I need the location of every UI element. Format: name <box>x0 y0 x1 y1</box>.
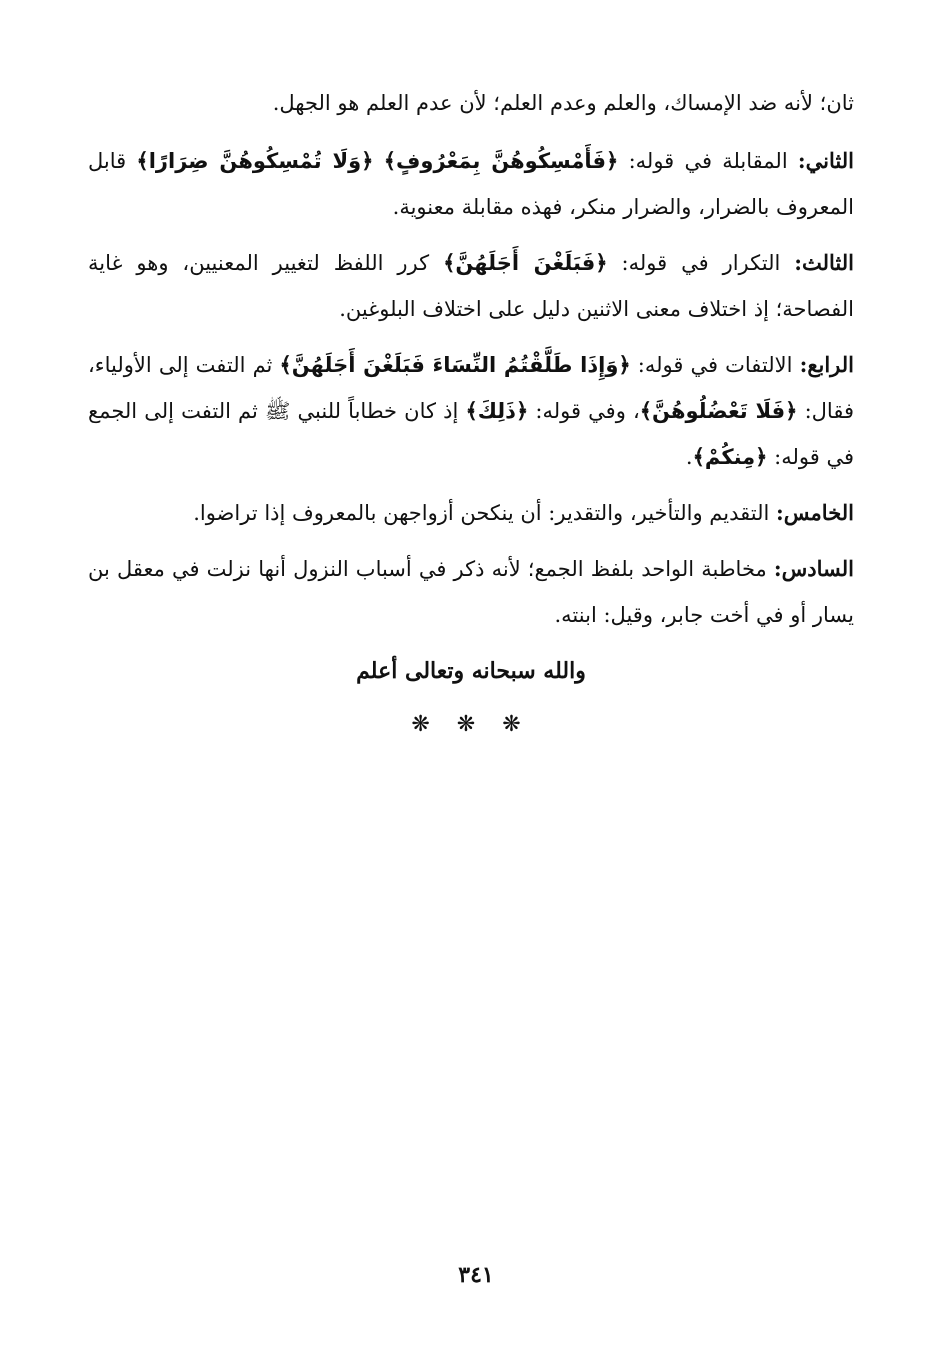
paragraph-text: ثم التفت إلى الأولياء، فقال: <box>88 353 854 423</box>
paragraph-heading: الرابع: <box>799 352 855 377</box>
paragraph-text: إذ كان خطاباً للنبي ﷺ ثم التفت إلى الجمع في قوله: <box>88 399 854 469</box>
quran-quote: ﴿فَبَلَغْنَ أَجَلَهُنَّ﴾ <box>443 251 608 275</box>
paragraph-heading: الخامس: <box>776 500 854 525</box>
paragraph-heading: الثاني: <box>797 148 854 173</box>
paragraph-heading: السادس: <box>773 556 854 581</box>
paragraph-sixth <box>88 546 854 638</box>
paragraph-heading: الثالث: <box>794 250 855 275</box>
paragraph-text: كرر اللفظ لتغيير المعنيين، وهو غاية الفصاحة؛ إذ اختلاف معنى الاثنين دليل على اختلاف البلوغين. <box>88 251 854 321</box>
paragraph-text: التقديم والتأخير، والتقدير: أن ينكحن أزواجهن بالمعروف إذا تراضوا. <box>193 501 777 525</box>
paragraph-text: مخاطبة الواحد بلفظ الجمع؛ لأنه ذكر في أسباب النزول أنها نزلت في معقل بن يسار أو في أخت جابر، وقيل: ابنته. <box>88 557 854 627</box>
page-number: ٣٤١ <box>458 1262 494 1288</box>
quran-quote: ﴿وَلَا تُمْسِكُوهُنَّ ضِرَارًا﴾ <box>136 149 374 173</box>
quran-quote: ﴿فَأَمْسِكُوهُنَّ بِمَعْرُوفٍ﴾ <box>383 149 619 173</box>
page-body <box>88 80 854 737</box>
paragraph-second <box>88 138 854 230</box>
paragraph-text: المقابلة في قوله: <box>618 149 798 173</box>
quran-quote: ﴿ذَلِكَ﴾ <box>465 399 529 423</box>
paragraph-text: الالتفات في قوله: <box>630 353 800 377</box>
quran-quote: ﴿مِنكُمْ﴾ <box>692 445 768 469</box>
paragraph-text: ثان؛ لأنه ضد الإمساك، والعلم وعدم العلم؛ لأن عدم العلم هو الجهل. <box>272 91 854 115</box>
paragraph-text: التكرار في قوله: <box>607 251 795 275</box>
paragraph-fifth <box>88 490 854 536</box>
paragraph-text: قابل المعروف بالضرار، والضرار منكر، فهذه مقابلة معنوية. <box>88 149 854 219</box>
paragraph-text <box>373 149 383 173</box>
quran-quote: ﴿وَإِذَا طَلَّقْتُمُ النِّسَاءَ فَبَلَغْنَ أَجَلَهُنَّ﴾ <box>279 353 631 377</box>
paragraph-opening <box>88 80 854 126</box>
section-divider-stars: ❋ ❋ ❋ <box>411 712 531 737</box>
closing-formula: والله سبحانه وتعالى أعلم <box>356 658 586 684</box>
paragraph-text: . <box>685 445 693 469</box>
quran-quote: ﴿فَلَا تَعْضُلُوهُنَّ﴾ <box>639 399 798 423</box>
paragraph-text: ، وفي قوله: <box>528 399 640 423</box>
paragraph-fourth <box>88 342 854 480</box>
paragraph-third <box>88 240 854 332</box>
